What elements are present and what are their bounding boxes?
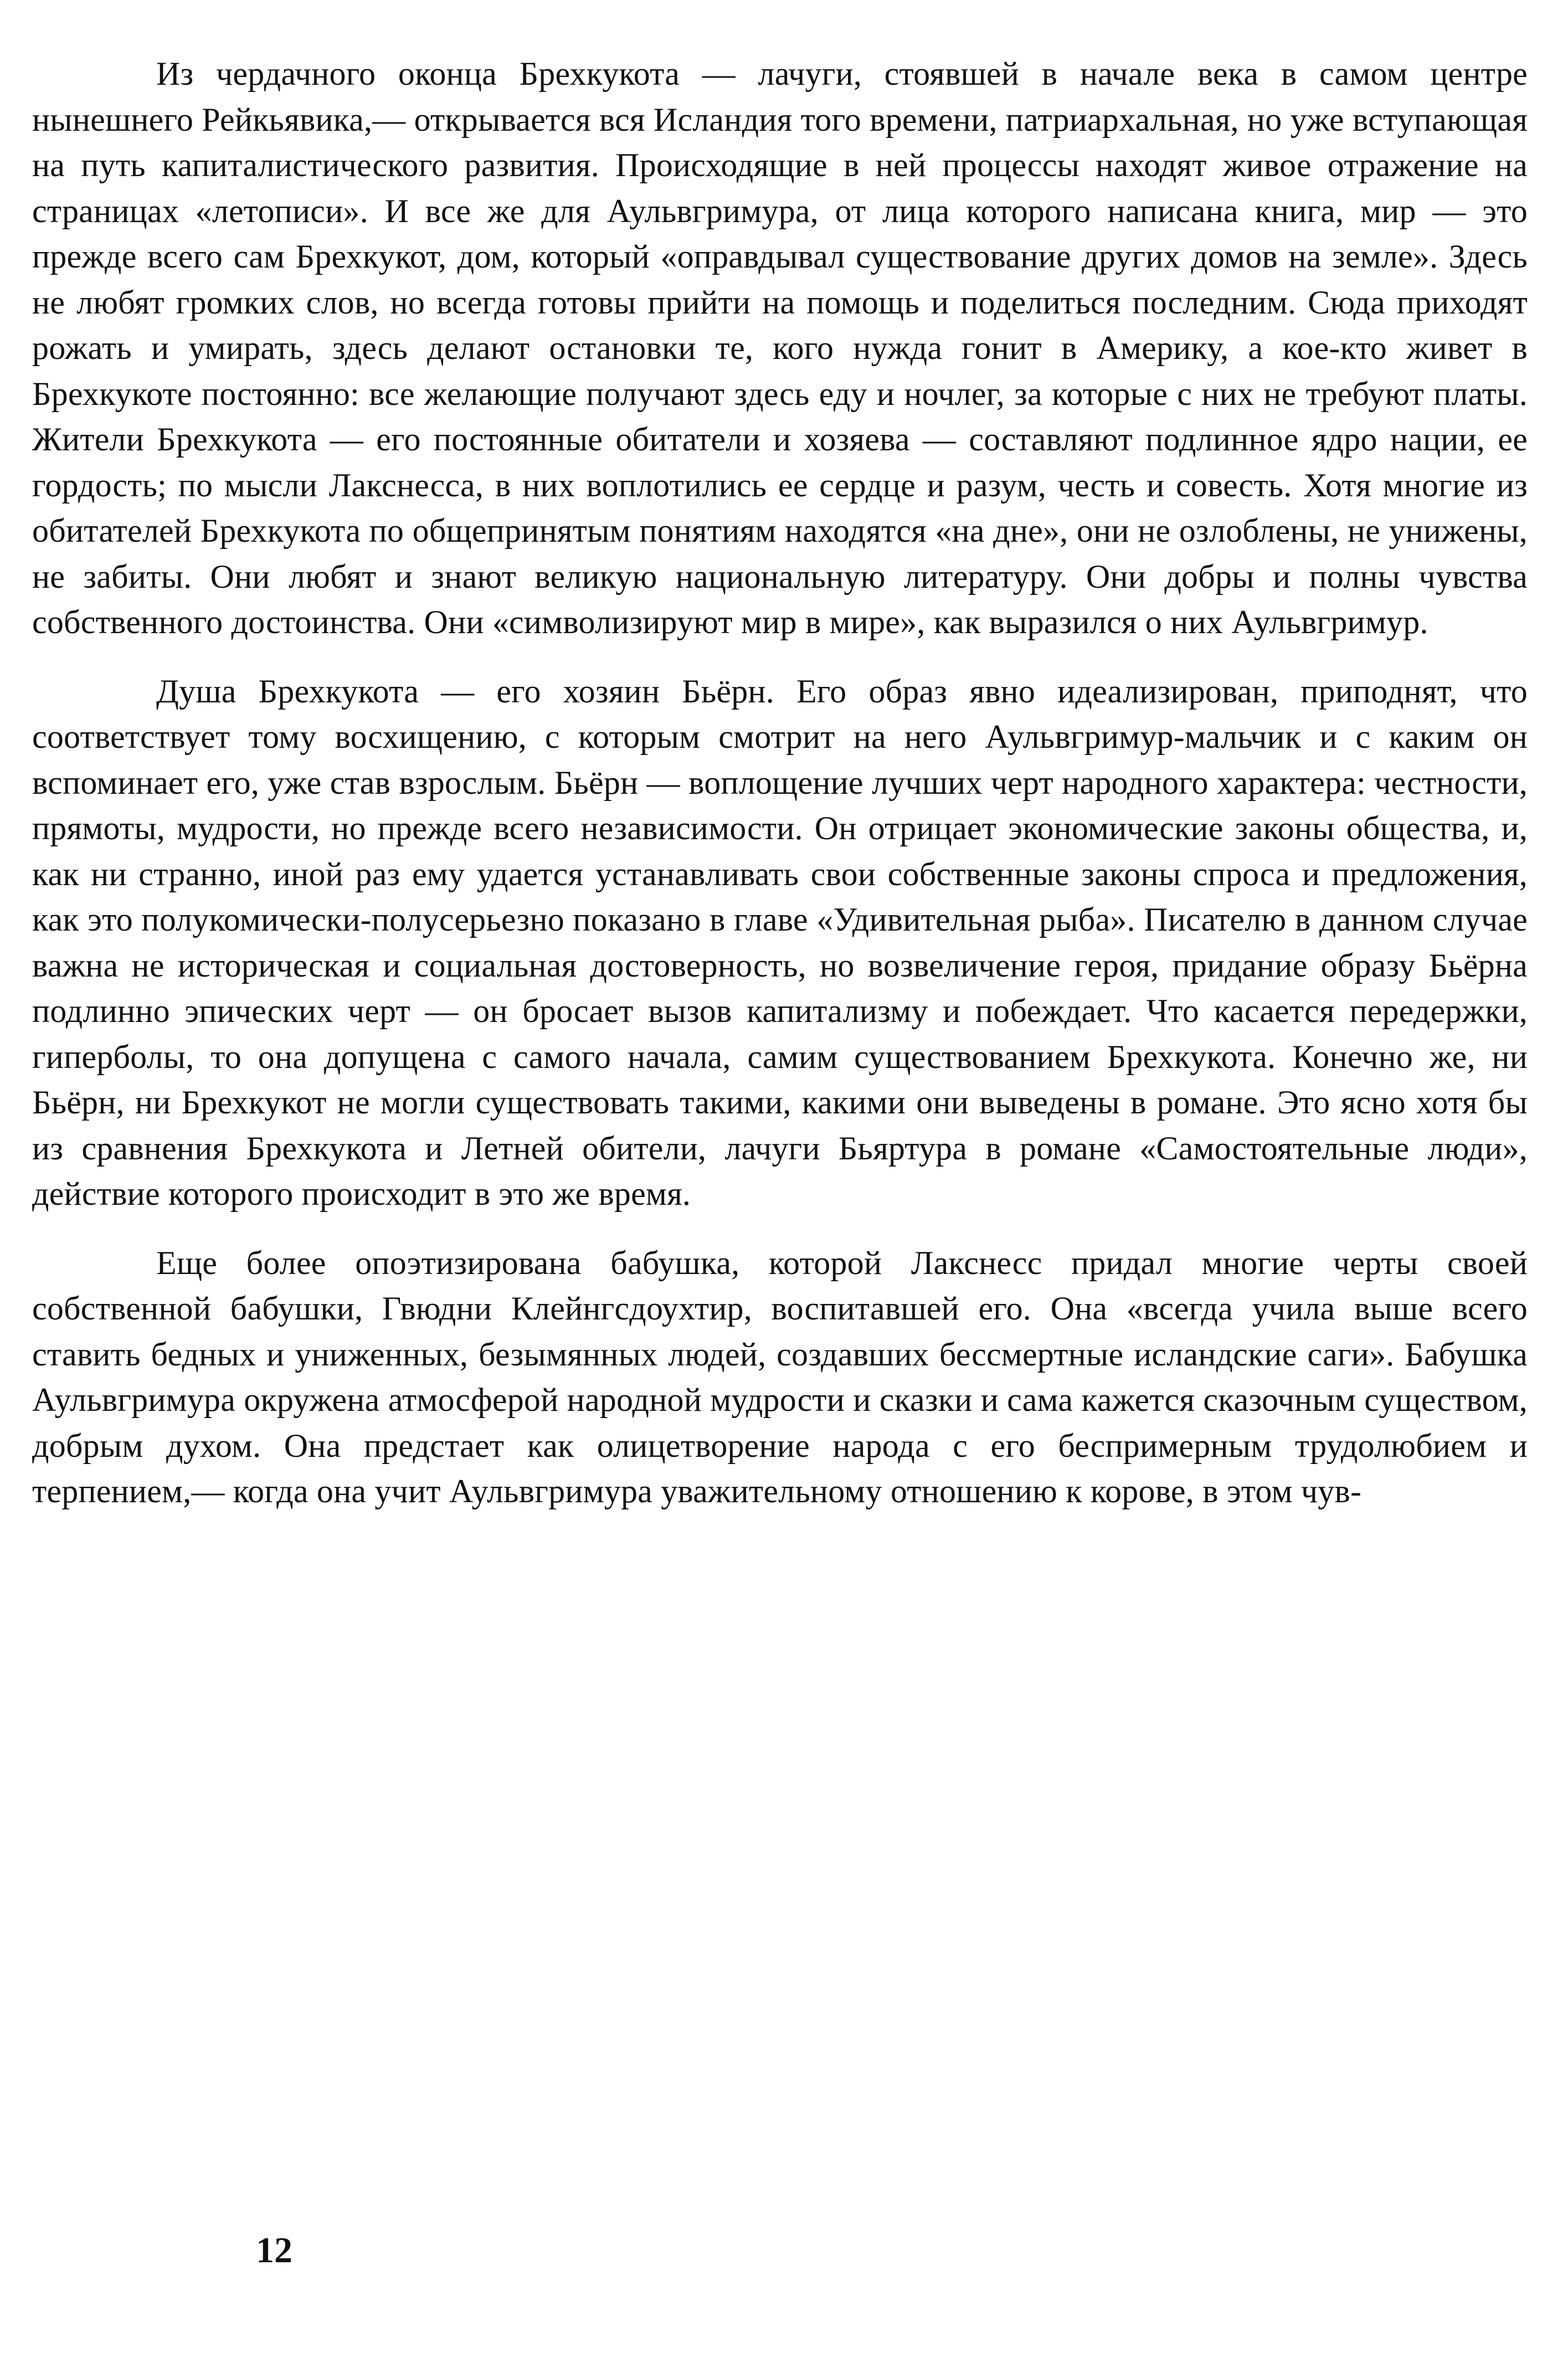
paragraph-3: Еще более опоэтизирована бабушка, которой Лакснесс придал многие черты своей собственной бабушки, Гвюдни Клейнгсдоухтир, воспитавшей его. Она «всегда учила выше всего ставить бедных и униженных, безымянных людей, создавших бессмертные исландские саги». Бабушка Аульвгримура окружена атмосферой народной мудрости и сказки и сама кажется сказочным существом, добрым духом. Она предстает как олицетворение народа с его беспримерным трудолюбием и терпением,— когда она учит Аульвгримура уважительному отношению к корове, в этом чув- bbox=[32, 1244, 1528, 1509]
paragraph-2: Душа Брехкукота — его хозяин Бьёрн. Его образ явно идеализирован, приподнят, что соответствует тому восхищению, с которым смотрит на него Аульвгримур-мальчик и с каким он вспоминает его, уже став взрослым. Бьёрн — воплощение лучших черт народного характера: честности, прямоты, мудрости, но прежде всего независимости. Он отрицает экономические законы общества, и, как ни странно, иной раз ему удается устанавливать свои собственные законы спроса и предложения, как это полукомически-полусерьезно показано в главе «Удивительная рыба». Писателю в данном случае важна не историческая и социальная достоверность, но возвеличение героя, придание образу Бьёрна подлинно эпических черт — он бросает вызов капитализму и побеждает. Что касается передержки, гиперболы, то она допущена с самого начала, самим существованием Брехкукота. Конечно же, ни Бьёрн, ни Брехкукот не могли существовать такими, какими они выведены в романе. Это ясно хотя бы из сравнения Брехкукота и Летней обители, лачуги Бьяртура в романе «Самостоятельные люди», действие которого происходит в это же время. bbox=[32, 672, 1528, 1212]
paragraph-1: Из чердачного оконца Брехкукота — лачуги, стоявшей в начале века в самом центре нынешнего Рейкьявика,— открывается вся Исландия того времени, патриархальная, но уже вступающая на путь капиталистического развития. Происходящие в ней процессы находят живое отражение на страницах «летописи». И все же для Аульвгримура, от лица которого написана книга, мир — это прежде всего сам Брехкукот, дом, который «оправдывал существование других домов на земле». Здесь не любят громких слов, но всегда готовы прийти на помощь и поделиться последним. Сюда приходят рожать и умирать, здесь делают остановки те, кого нужда гонит в Америку, а кое-кто живет в Брехкукоте постоянно: все желающие получают здесь еду и ночлег, за которые с них не требуют платы. Жители Брехкукота — его постоянные обитатели и хозяева — составляют подлинное ядро нации, ее гордость; по мысли Лакснесса, в них воплотились ее сердце и разум, честь и совесть. Хотя многие из обитателей Брехкукота по общепринятым понятиям находятся «на дне», они не озлоблены, не унижены, не забиты. Они любят и знают великую национальную литературу. Они добры и полны чувства собственного достоинства. Они «символизируют мир в мире», как выразился о них Аульвгримур. bbox=[32, 55, 1528, 640]
page-body bbox=[32, 51, 1528, 1538]
page-number: 12 bbox=[256, 2230, 292, 2271]
